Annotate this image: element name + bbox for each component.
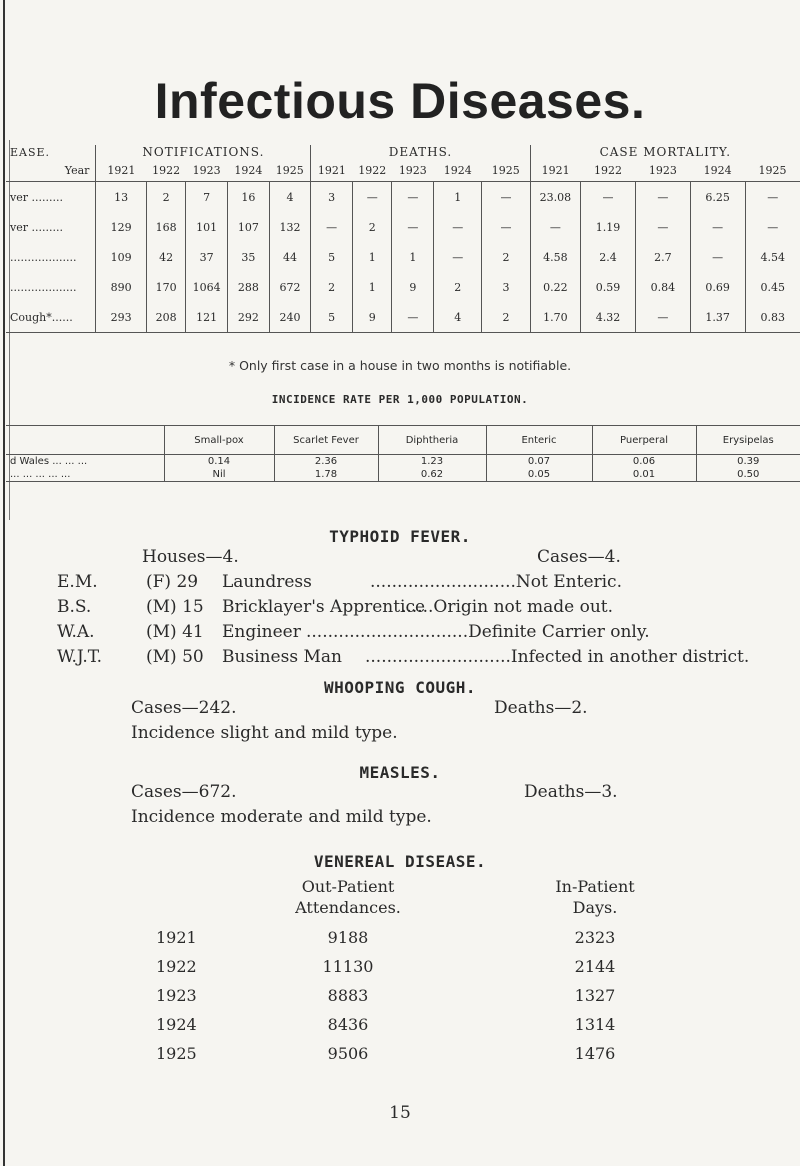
table-cell: 2 — [146, 182, 185, 213]
vd-outpatient-value: 8883 — [327, 986, 369, 1005]
table-cell: 2 — [482, 242, 530, 272]
year-header-cell: 1921 — [311, 159, 353, 182]
table-cell: 44 — [269, 242, 311, 272]
typhoid-occupation: Business Man — [222, 647, 342, 667]
table-cell: 0.07 — [486, 455, 592, 469]
table-cell: 3 — [311, 182, 353, 213]
incidence-header-cell: Enteric — [486, 426, 592, 455]
page-number: 15 — [389, 1103, 411, 1123]
table-cell: 288 — [228, 272, 270, 302]
table-cell: 0.01 — [592, 468, 696, 482]
table-cell: 0.59 — [581, 272, 636, 302]
table-cell: — — [745, 212, 800, 242]
year-header-cell: 1925 — [745, 159, 800, 182]
whooping-title: WHOOPING COUGH. — [324, 678, 476, 697]
incidence-header-cell: Small-pox — [164, 426, 274, 455]
table-cell: 0.05 — [486, 468, 592, 482]
table-cell: — — [581, 182, 636, 213]
year-header-cell: 1925 — [482, 159, 530, 182]
vd-outpatient-value: 9506 — [327, 1044, 369, 1063]
whooping-cases: Cases—242. — [131, 698, 237, 718]
table-cell: 1 — [434, 182, 482, 213]
table-cell: 2 — [311, 272, 353, 302]
typhoid-initials: W.J.T. — [57, 647, 103, 667]
table-cell: — — [530, 212, 580, 242]
year-header-cell: 1924 — [228, 159, 270, 182]
table-cell: 5 — [311, 242, 353, 272]
table-cell: — — [635, 182, 690, 213]
statistics-table — [6, 145, 800, 333]
table-cell: 1 — [353, 242, 392, 272]
typhoid-occupation: Bricklayer's Apprentice — [222, 597, 426, 617]
year-header-cell: 1922 — [581, 159, 636, 182]
table-cell: 890 — [96, 272, 146, 302]
table-cell: 0.62 — [378, 468, 486, 482]
table-row — [6, 455, 800, 469]
table-cell: 0.83 — [745, 302, 800, 333]
table-cell: 4.58 — [530, 242, 580, 272]
table-cell: 293 — [96, 302, 146, 333]
mortality-group-header: CASE MORTALITY. — [530, 145, 800, 159]
vd-inpatient-value: 2323 — [574, 928, 616, 947]
vd-outpatient-value: 8436 — [327, 1015, 369, 1034]
table-cell: 4.32 — [581, 302, 636, 333]
table-cell: 4 — [269, 182, 311, 213]
table-cell: 1.23 — [378, 455, 486, 469]
incidence-header-cell: Scarlet Fever — [274, 426, 378, 455]
table-row — [6, 468, 800, 482]
incidence-header-cell: Puerperal — [592, 426, 696, 455]
table-cell: 23.08 — [530, 182, 580, 213]
typhoid-occupation: Laundress — [222, 572, 312, 592]
vd-inpatient-value: 1476 — [574, 1044, 616, 1063]
table-cell: 4 — [434, 302, 482, 333]
table-row — [6, 242, 800, 272]
table-cell: 35 — [228, 242, 270, 272]
year-header-cell: 1922 — [353, 159, 392, 182]
table-row — [6, 182, 800, 213]
disease-label: ver ......... — [10, 190, 63, 204]
table-cell: — — [482, 212, 530, 242]
typhoid-occupation: Engineer — [222, 622, 301, 642]
table-cell: 0.22 — [530, 272, 580, 302]
year-header-row — [6, 159, 800, 182]
table-cell: 101 — [186, 212, 228, 242]
vd-inpatient-value: 2144 — [574, 957, 616, 976]
table-cell: — — [353, 182, 392, 213]
table-cell: 6.25 — [690, 182, 745, 213]
table-cell: 170 — [146, 272, 185, 302]
table-cell: 16 — [228, 182, 270, 213]
table-cell: 0.06 — [592, 455, 696, 469]
table-cell: 107 — [228, 212, 270, 242]
vd-outpatient-value: 11130 — [322, 957, 374, 976]
year-header-cell: 1925 — [269, 159, 311, 182]
table-cell: 3 — [482, 272, 530, 302]
table-row — [6, 272, 800, 302]
vd-outpatient-header-1: Out-Patient — [301, 877, 395, 896]
disease-label: ver ......... — [10, 220, 63, 234]
footnote: * Only first case in a house in two months is notifiable. — [228, 358, 572, 373]
table-cell: 2 — [353, 212, 392, 242]
typhoid-initials: B.S. — [57, 597, 92, 617]
table-cell: 1.19 — [581, 212, 636, 242]
measles-incidence: Incidence moderate and mild type. — [131, 807, 432, 827]
typhoid-note: ...........................Not Enteric. — [370, 572, 622, 592]
table-cell: 129 — [96, 212, 146, 242]
year-header-cell: 1921 — [96, 159, 146, 182]
typhoid-note: ......Origin not made out. — [401, 597, 614, 617]
table-cell: 0.50 — [696, 468, 800, 482]
table-cell: — — [392, 182, 434, 213]
whooping-deaths: Deaths—2. — [494, 698, 588, 718]
year-header-cell: 1921 — [530, 159, 580, 182]
year-header-cell: 1924 — [690, 159, 745, 182]
table-cell: 1064 — [186, 272, 228, 302]
vd-year: 1921 — [156, 928, 197, 947]
incidence-row-label: d Wales ... ... ... — [10, 456, 88, 467]
table-cell: 109 — [96, 242, 146, 272]
table-row — [6, 212, 800, 242]
vd-outpatient-value: 9188 — [327, 928, 369, 947]
vd-inpatient-header-1: In-Patient — [555, 877, 635, 896]
table-cell: 2 — [434, 272, 482, 302]
table-cell: 0.69 — [690, 272, 745, 302]
table-cell: 1.70 — [530, 302, 580, 333]
table-cell: — — [635, 212, 690, 242]
deaths-group-header: DEATHS. — [311, 145, 530, 159]
typhoid-note: ..............................Definite Carrier only. — [306, 622, 650, 642]
table-cell: 1 — [392, 242, 434, 272]
disease-group-header: EASE. — [10, 146, 51, 159]
year-label: Year — [6, 159, 96, 182]
incidence-table — [6, 425, 800, 482]
table-cell: 5 — [311, 302, 353, 333]
vd-outpatient-header-2: Attendances. — [295, 898, 401, 917]
notifications-group-header: NOTIFICATIONS. — [96, 145, 311, 159]
disease-label: ................... — [10, 280, 77, 294]
year-header-cell: 1923 — [392, 159, 434, 182]
table-cell: — — [690, 242, 745, 272]
table-cell: — — [745, 182, 800, 213]
typhoid-sex-age: (M) 50 — [146, 647, 204, 667]
table-cell: 13 — [96, 182, 146, 213]
vd-year: 1922 — [156, 957, 197, 976]
table-cell: 1.37 — [690, 302, 745, 333]
incidence-header-cell: Diphtheria — [378, 426, 486, 455]
typhoid-sex-age: (F) 29 — [146, 572, 199, 592]
table-cell: 0.14 — [164, 455, 274, 469]
typhoid-note: ...........................Infected in another district. — [365, 647, 750, 667]
table-cell: 292 — [228, 302, 270, 333]
table-cell: 7 — [186, 182, 228, 213]
year-header-cell: 1923 — [186, 159, 228, 182]
table-cell: 0.84 — [635, 272, 690, 302]
table-cell: 9 — [353, 302, 392, 333]
table-cell: — — [635, 302, 690, 333]
venereal-title: VENEREAL DISEASE. — [313, 852, 487, 871]
table-cell: 2.36 — [274, 455, 378, 469]
table-cell: — — [392, 302, 434, 333]
table-cell: 208 — [146, 302, 185, 333]
table-cell: — — [482, 182, 530, 213]
typhoid-initials: E.M. — [57, 572, 98, 592]
vd-year: 1925 — [156, 1044, 197, 1063]
table-cell: 2 — [482, 302, 530, 333]
table-cell: — — [434, 212, 482, 242]
year-header-cell: 1924 — [434, 159, 482, 182]
table-cell: 672 — [269, 272, 311, 302]
table-cell: — — [392, 212, 434, 242]
measles-deaths: Deaths—3. — [524, 782, 618, 802]
whooping-incidence: Incidence slight and mild type. — [131, 723, 398, 743]
table-row — [6, 302, 800, 333]
vd-year: 1923 — [156, 986, 197, 1005]
table-cell: 0.45 — [745, 272, 800, 302]
table-cell: 132 — [269, 212, 311, 242]
table-cell: 37 — [186, 242, 228, 272]
incidence-row-label: ... ... ... ... ... — [6, 468, 164, 482]
table-cell: 168 — [146, 212, 185, 242]
table-cell: 2.4 — [581, 242, 636, 272]
table-cell: — — [434, 242, 482, 272]
table-cell: 4.54 — [745, 242, 800, 272]
year-header-cell: 1923 — [635, 159, 690, 182]
year-header-cell: 1922 — [146, 159, 185, 182]
typhoid-initials: W.A. — [57, 622, 95, 642]
measles-cases: Cases—672. — [131, 782, 237, 802]
typhoid-houses: Houses—4. — [142, 547, 239, 567]
incidence-title: INCIDENCE RATE PER 1,000 POPULATION. — [271, 393, 529, 406]
table-cell: 1.78 — [274, 468, 378, 482]
table-cell: 2.7 — [635, 242, 690, 272]
typhoid-title: TYPHOID FEVER. — [329, 527, 471, 546]
table-cell: 1 — [353, 272, 392, 302]
table-cell: — — [690, 212, 745, 242]
disease-label: ................... — [10, 250, 77, 264]
vd-inpatient-value: 1314 — [574, 1015, 616, 1034]
table-cell: Nil — [164, 468, 274, 482]
typhoid-sex-age: (M) 15 — [146, 597, 204, 617]
table-cell: — — [311, 212, 353, 242]
table-cell: 42 — [146, 242, 185, 272]
measles-title: MEASLES. — [359, 763, 441, 782]
table-cell: 121 — [186, 302, 228, 333]
disease-label: Cough*...... — [6, 302, 96, 333]
vd-year: 1924 — [156, 1015, 197, 1034]
table-cell: 0.39 — [696, 455, 800, 469]
incidence-header-row — [6, 426, 800, 455]
table-cell: 240 — [269, 302, 311, 333]
page-title: Infectious Diseases. — [154, 73, 646, 129]
incidence-header-cell: Erysipelas — [696, 426, 800, 455]
page-edge-line — [3, 0, 5, 1166]
vd-inpatient-header-2: Days. — [572, 898, 618, 917]
typhoid-cases: Cases—4. — [537, 547, 621, 567]
vd-inpatient-value: 1327 — [574, 986, 616, 1005]
table-cell: 9 — [392, 272, 434, 302]
typhoid-sex-age: (M) 41 — [146, 622, 204, 642]
